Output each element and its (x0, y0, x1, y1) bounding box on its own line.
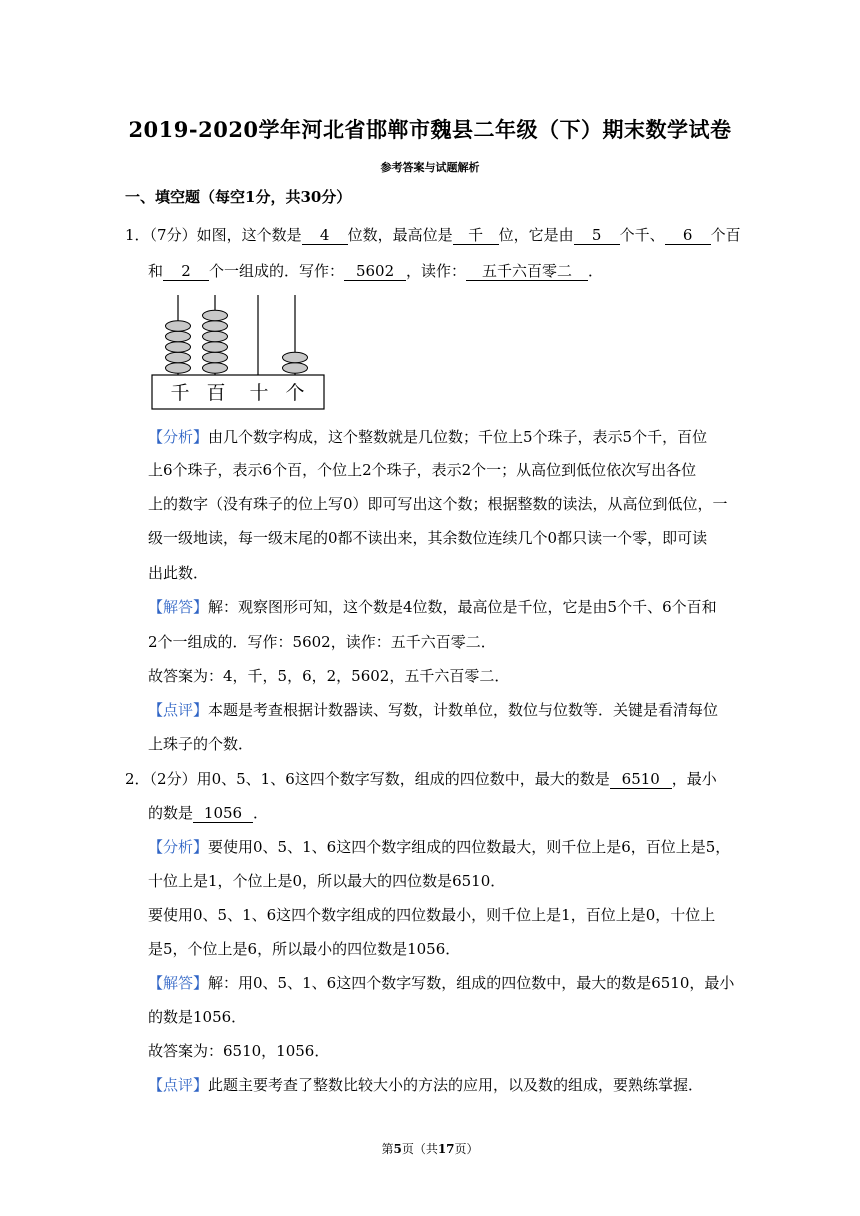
q1-analysis-2: 上6个珠子，表示6个百，个位上2个珠子，表示2个一；从高位到低位依次写出各位 (148, 461, 697, 479)
q2-blank-min: 1056 (193, 805, 253, 823)
q1-comment-1: 【点评】本题是考查根据计数器读、写数，计数单位，数位与位数等．关键是看清每位 (148, 701, 719, 719)
abacus-bead (203, 331, 228, 341)
q1-blank-hundreds: 6 (665, 227, 711, 245)
q2-line-2: 的数是 1056 ． (148, 804, 269, 822)
q2-analysis-1: 【分析】要使用0、5、1、6这四个数字组成的四位数最大，则千位上是6，百位上是5， (148, 838, 731, 856)
page-total: 17 (437, 1142, 455, 1156)
abacus-label-ones: 个 (285, 382, 305, 404)
abacus-bead (166, 363, 191, 373)
q1-blank-ones: 2 (163, 263, 209, 281)
q1-analysis-5: 出此数． (148, 564, 209, 582)
answer-tag: 【解答】 (148, 598, 209, 616)
q1-analysis-1: 【分析】由几个数字构成，这个整数就是几位数；千位上5个珠子，表示5个千，百位 (148, 428, 708, 446)
abacus-bead (283, 352, 308, 362)
q2-blank-max: 6510 (610, 771, 672, 789)
q2-analysis-4: 是5，个位上是6，所以最小的四位数是1056． (148, 940, 461, 958)
q2-line-1: 2．（2分）用0、5、1、6这四个数字写数，组成的四位数中，最大的数是 6510 ，最小 (125, 770, 717, 788)
abacus-bead (166, 331, 191, 341)
analysis-tag: 【分析】 (148, 838, 209, 856)
q2-analysis-3: 要使用0、5、1、6这四个数字组成的四位数最小，则千位上是1，百位上是0，十位上 (148, 906, 716, 924)
q1-answer-2: 2个一组成的．写作：5602，读作：五千六百零二． (148, 633, 496, 651)
abacus-bead (203, 342, 228, 352)
q1-line-1: 1．（7分）如图，这个数是 4 位数，最高位是 千 位，它是由 5 个千、 6 个百 (125, 226, 741, 244)
q1-answer-1: 【解答】解：观察图形可知，这个数是4位数，最高位是千位，它是由5个千、6个百和 (148, 598, 717, 616)
q2-answer-1: 【解答】解：用0、5、1、6这四个数字写数，组成的四位数中，最大的数是6510，最小 (148, 974, 735, 992)
q2-comment-1: 【点评】此题主要考查了整数比较大小的方法的应用，以及数的组成，要熟练掌握． (148, 1076, 704, 1094)
abacus-label-tens: 十 (249, 382, 269, 404)
page-subtitle: 参考答案与试题解析 (380, 161, 480, 174)
q1-blank-highest: 千 (453, 227, 499, 245)
page-number: 5 (393, 1142, 402, 1156)
q1-blank-digits: 4 (302, 227, 348, 245)
abacus-label-hundreds: 百 (206, 382, 226, 404)
abacus-bead (166, 352, 191, 362)
q1-analysis-4: 级一级地读，每一级末尾的0都不读出来，其余数位连续几个0都只读一个零，即可读 (148, 529, 708, 547)
q1-answer-3: 故答案为：4，千，5，6，2，5602，五千六百零二． (148, 667, 510, 685)
abacus-figure (148, 292, 328, 412)
q2-answer-3: 故答案为：6510，1056． (148, 1042, 330, 1060)
q1-line-2: 和 2 个一组成的．写作： 5602 ，读作： 五千六百零二 ． (148, 262, 604, 280)
abacus-bead (166, 342, 191, 352)
q2-analysis-2: 十位上是1，个位上是0，所以最大的四位数是6510． (148, 872, 506, 890)
analysis-tag: 【分析】 (148, 428, 209, 446)
abacus-bead (283, 363, 308, 373)
comment-tag: 【点评】 (148, 1076, 209, 1094)
q1-blank-read: 五千六百零二 (466, 263, 588, 281)
abacus-label-thousands: 千 (170, 382, 190, 404)
abacus-bead (203, 363, 228, 373)
abacus-bead (203, 352, 228, 362)
comment-tag: 【点评】 (148, 701, 209, 719)
page-title: 2019-2020学年河北省邯郸市魏县二年级（下）期末数学试卷 (128, 117, 732, 142)
abacus-bead (203, 321, 228, 331)
q1-comment-2: 上珠子的个数． (148, 735, 254, 753)
q1-analysis-3: 上的数字（没有珠子的位上写0）即可写出这个数；根据整数的读法，从高位到低位，一 (148, 495, 728, 513)
q2-answer-2: 的数是1056． (148, 1008, 247, 1026)
answer-tag: 【解答】 (148, 974, 209, 992)
abacus-bead (166, 321, 191, 331)
page-footer: 第5页（共17页） (381, 1142, 479, 1156)
q1-blank-written: 5602 (344, 263, 406, 281)
section-heading: 一、填空题（每空1分，共30分） (125, 188, 352, 206)
q1-blank-thousands: 5 (574, 227, 620, 245)
abacus-bead (203, 310, 228, 320)
